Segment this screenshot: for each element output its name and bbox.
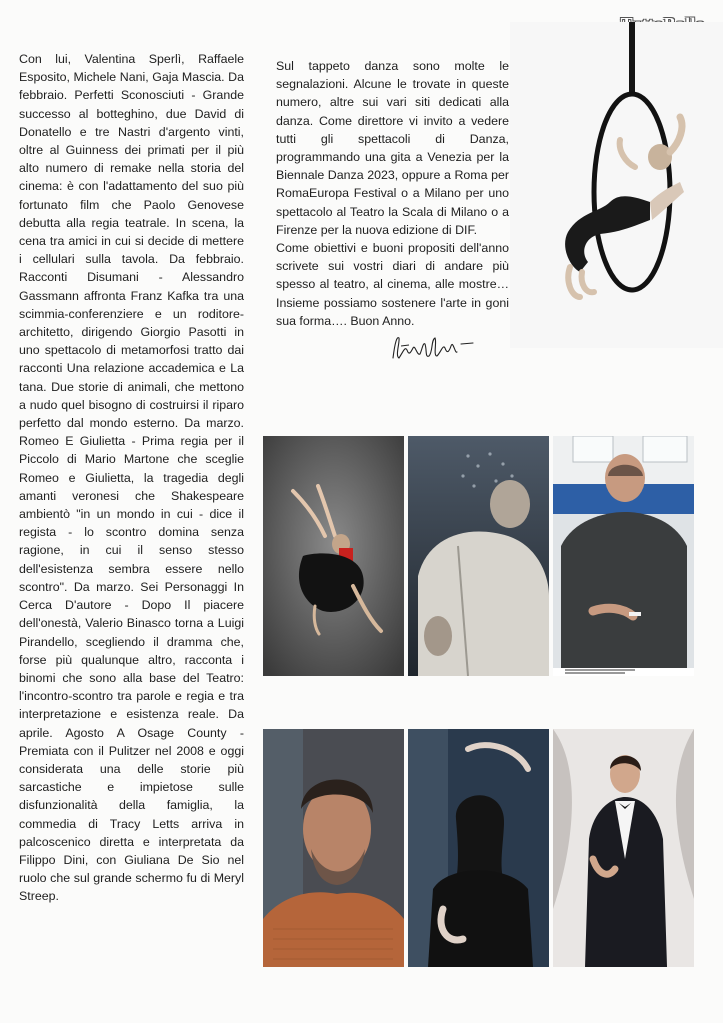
actor-closeup-photo <box>263 729 404 967</box>
performer-tuxedo-photo <box>553 729 694 967</box>
actor-portrait-photo <box>553 436 694 668</box>
middle-paragraph-2: Come obiettivi e buoni propositi dell'anno scrivete sui vostri diari di andare più spesso al teatro, al cinema, alle mostre… Insieme possiamo sostenere l'arte in goni sua forma…. Buon Anno. <box>276 241 509 328</box>
actress-dance-photo <box>408 729 549 967</box>
actor-rain-photo <box>408 436 549 676</box>
editor-signature <box>387 328 477 368</box>
left-column-text: Con lui, Valentina Sperlì, Raffaele Esposito, Michele Nani, Gaja Mascia. Da febbraio. Perfetti Sconosciuti - Grande successo al botteghino, due David di Donatello e tre Nastri d'argento vinti, oltre al Guinness dei primati per il più alto numero di remake nella storia del cinema: è con l'adattamento del suo più fortunato film che Paolo Genovese debutta alla regia teatrale. In scena, la cena tra amici in cui si decide di mettere i cellulari sulla tavola. Da febbraio. Racconti Disumani - Alessandro Gassmann affronta Franz Kafka tra una scimmia-conferenziere e un roditore-architetto, dirigendo Giorgio Pasotti in uno spettacolo di metamorfosi tratto dai racconti Una relazione accademica e La tana. Due storie di animali, che mettono a nudo quel bisogno di costruirsi il riparo perfetto dal mondo esterno. Da marzo. Romeo E Giulietta - Prima regia per il Piccolo di Mario Martone che sceglie Romeo e Giulietta, la tragedia degli amanti veronesi che Shakespeare ambientò "in un mondo in cui - dice il regista - lo scontro domina senza ragione, in cui il senso stesso dell'esistenza sembra essere nello scontro". Da marzo. Sei Personaggi In Cerca D'autore - Dopo Il piacere dell'onestà, Valerio Binasco torna a Luigi Pirandello, scegliendo il dramma che, forse più qualunque altro, racconta i binomi che sono alla base del Teatro: l'incontro-scontro tra parole e regia e tra interpretazione e esistenza reale. Da aprile. Agosto A Osage County - Premiata con il Pulitzer nel 2008 e oggi considerata una delle storie più sarcastiche e impietose sulle disfunzionalità della famiglia, la commedia di Tracy Letts arriva in palcoscenico diretta e interpretata da Filippo Dini, con Giuliana De Sio nel ruolo che sul grande schermo fu di Meryl Streep. <box>19 52 244 904</box>
middle-text-column <box>276 57 509 330</box>
middle-paragraph-1: Sul tappeto danza sono molte le segnalazioni. Alcune le trovate in queste numero, altre sui vari siti dedicati alla danza. Come direttore vi invito a vedere tutti gli spettacoli di Danza, programmando una gita a Venezia per la Biennale Danza 2023, oppure a Roma per RomaEuropa Festival o a Milano per uno spettacolo al Teatro la Scala di Milano o a Firenze per la nuova edizione di DIF. <box>276 59 509 237</box>
dancer-photo <box>263 436 404 676</box>
photo-credit-strip <box>553 668 694 676</box>
left-text-column <box>19 50 244 906</box>
aerial-hoop-photo <box>510 22 723 348</box>
